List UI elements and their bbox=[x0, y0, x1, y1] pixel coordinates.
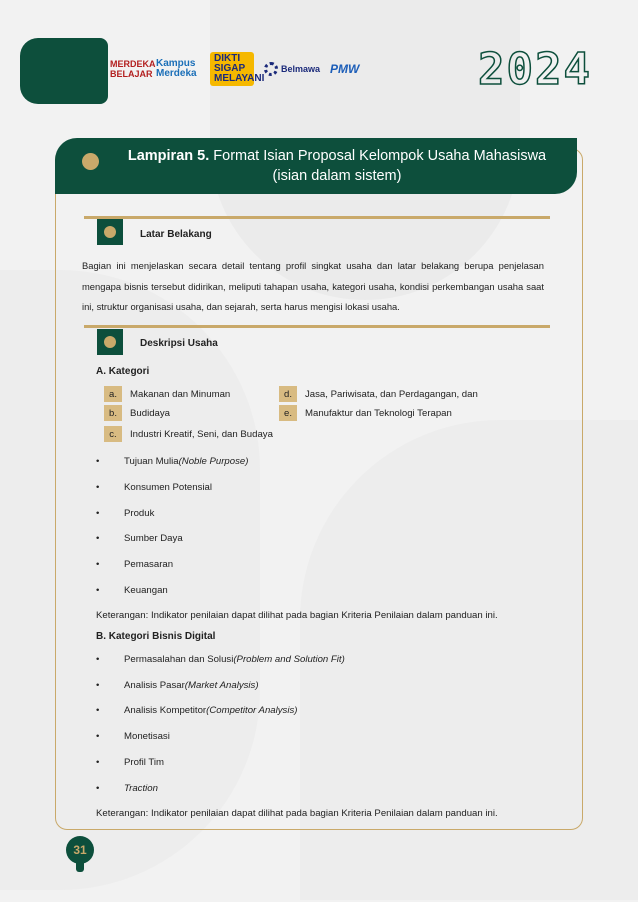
section-icon bbox=[97, 219, 123, 245]
gear-icon bbox=[264, 62, 278, 76]
category-letter: c. bbox=[104, 426, 122, 442]
section-title-latar: Latar Belakang bbox=[140, 229, 212, 240]
category-letter: d. bbox=[279, 386, 297, 402]
pmw-logo: PMW bbox=[330, 62, 360, 76]
list-item-text: Tujuan Mulia bbox=[124, 456, 179, 467]
section-divider bbox=[84, 325, 550, 328]
logo-strip bbox=[110, 52, 359, 86]
title-bullet-icon bbox=[82, 153, 99, 170]
list-item-italic: Traction bbox=[124, 783, 158, 794]
title-bold: Lampiran 5. bbox=[127, 148, 210, 164]
latar-paragraph: Bagian ini menjelaskan secara detail tentang profil singkat usaha dan latar belakang berupa penjelasan mengapa bisnis tersebut didirikan, meliputi tahapan usaha, kategori usaha, kondisi perkembangan usaha saat ini, struktur organisasi usaha, dan sejarah, serta harus mengisi lokasi usaha. bbox=[82, 260, 544, 312]
list-item bbox=[96, 559, 173, 570]
title-rest: Format Isian Proposal Kelompok Usaha Mahasiswa (isian dalam sistem) bbox=[209, 148, 547, 184]
belmawa-label: Belmawa bbox=[281, 64, 321, 74]
category-label: Manufaktur dan Teknologi Terapan bbox=[305, 407, 452, 419]
list-item-text: Analisis Kompetitor bbox=[124, 705, 207, 716]
digital-heading: B. Kategori Bisnis Digital bbox=[96, 631, 216, 642]
bullet-icon: • bbox=[96, 680, 100, 691]
bullet-icon: • bbox=[96, 783, 100, 794]
category-label: Industri Kreatif, Seni, dan Budaya bbox=[130, 428, 273, 440]
section-icon bbox=[97, 329, 123, 355]
note-text: Keterangan: Indikator penilaian dapat dilihat pada bagian Kriteria Penilaian dalam panduan ini. bbox=[96, 808, 498, 819]
list-item-text: Keuangan bbox=[124, 585, 168, 596]
list-item-text: Pemasaran bbox=[124, 559, 174, 570]
list-item-italic: (Competitor Analysis) bbox=[206, 705, 298, 716]
list-item bbox=[96, 533, 183, 544]
page-number: 31 bbox=[66, 836, 94, 864]
list-item-text: Sumber Daya bbox=[124, 533, 183, 544]
header-tab bbox=[20, 38, 108, 104]
category-letter: a. bbox=[104, 386, 122, 402]
list-item bbox=[96, 705, 297, 716]
list-item-italic: (Market Analysis) bbox=[184, 680, 259, 691]
list-item bbox=[96, 654, 345, 665]
bullet-icon: • bbox=[96, 533, 100, 544]
category-item bbox=[104, 405, 170, 421]
bullet-icon: • bbox=[96, 508, 100, 519]
dikti-sigap-logo: DIKTI SIGAP MELAYANI bbox=[210, 52, 254, 86]
list-item bbox=[96, 585, 168, 596]
category-label: Budidaya bbox=[130, 407, 171, 419]
category-item bbox=[104, 386, 230, 402]
list-item bbox=[96, 757, 164, 768]
list-item bbox=[96, 731, 170, 742]
category-letter: b. bbox=[104, 405, 122, 421]
bullet-icon: • bbox=[96, 559, 100, 570]
bullet-icon: • bbox=[96, 705, 100, 716]
lightbulb-icon bbox=[76, 862, 84, 872]
list-item-text: Produk bbox=[124, 508, 155, 519]
section-title-deskripsi: Deskripsi Usaha bbox=[140, 338, 218, 349]
year-graphic: 2024 bbox=[478, 44, 592, 95]
list-item bbox=[96, 482, 212, 493]
merdeka-belajar-logo: MERDEKA BELAJAR bbox=[110, 59, 156, 79]
section-divider bbox=[84, 216, 550, 219]
bullet-icon: • bbox=[96, 456, 100, 467]
list-item-italic: (Problem and Solution Fit) bbox=[233, 654, 345, 665]
belmawa-logo bbox=[264, 62, 320, 76]
list-item bbox=[96, 783, 158, 794]
kampus-merdeka-logo: Kampus Merdeka bbox=[156, 58, 197, 79]
bullet-icon: • bbox=[96, 731, 100, 742]
list-item-italic: (Noble Purpose) bbox=[178, 456, 249, 467]
list-item-text: Monetisasi bbox=[124, 731, 170, 742]
list-item bbox=[96, 680, 259, 691]
category-letter: e. bbox=[279, 405, 297, 421]
page-title bbox=[112, 146, 562, 186]
list-item-text: Permasalahan dan Solusi bbox=[124, 654, 234, 665]
bullet-icon: • bbox=[96, 654, 100, 665]
category-item bbox=[104, 426, 273, 442]
category-label: Jasa, Pariwisata, dan Perdagangan, dan bbox=[305, 388, 478, 400]
bullet-icon: • bbox=[96, 482, 100, 493]
category-item bbox=[279, 405, 452, 421]
list-item bbox=[96, 508, 154, 519]
note-text: Keterangan: Indikator penilaian dapat dilihat pada bagian Kriteria Penilaian dalam panduan ini. bbox=[96, 610, 498, 621]
bullet-icon: • bbox=[96, 585, 100, 596]
list-item-text: Profil Tim bbox=[124, 757, 164, 768]
kategori-heading: A. Kategori bbox=[96, 366, 150, 377]
category-item bbox=[279, 386, 478, 402]
list-item bbox=[96, 456, 248, 467]
bullet-icon: • bbox=[96, 757, 100, 768]
list-item-text: Konsumen Potensial bbox=[124, 482, 212, 493]
category-label: Makanan dan Minuman bbox=[130, 388, 231, 400]
list-item-text: Analisis Pasar bbox=[124, 680, 185, 691]
